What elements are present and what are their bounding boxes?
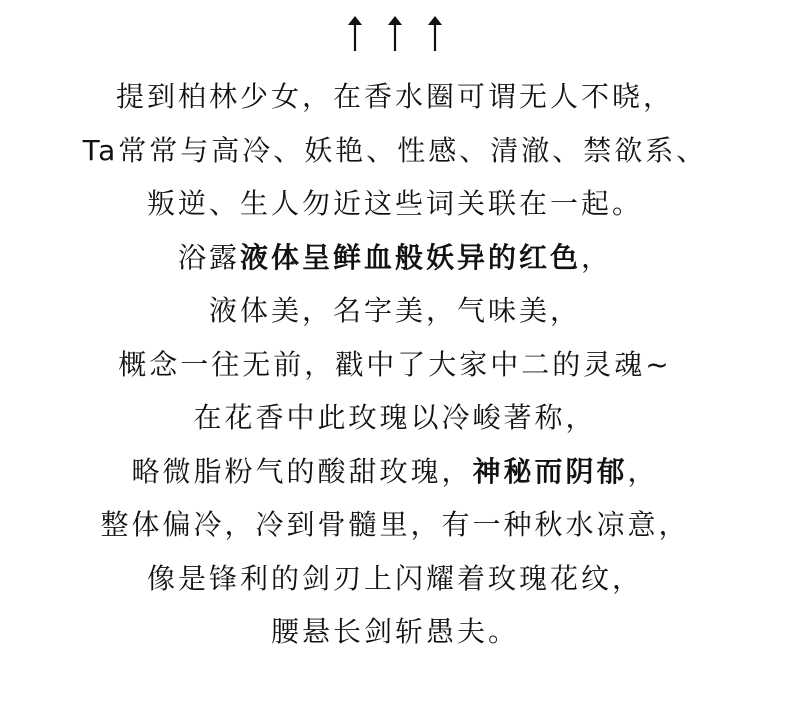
up-arrow-icon [386, 14, 404, 52]
text-line [0, 124, 790, 178]
bold-highlight: 液体呈鲜血般妖异的红色 [239, 240, 581, 274]
text-segment: 提到柏林少女，在香水圈可谓无人不晓， [115, 80, 674, 113]
text-segment: 叛逆、生人勿近这些词关联在一起。 [146, 187, 643, 220]
text-segment: 在花香中此玫瑰以冷峻著称， [193, 401, 597, 434]
text-line [0, 552, 790, 606]
text-segment: 概念一往无前，戳中了大家中二的灵魂~ [118, 347, 672, 381]
text-line [0, 338, 790, 392]
text-segment: ， [581, 240, 613, 274]
text-line [0, 177, 790, 231]
text-segment: 略微脂粉气的酸甜玫瑰， [131, 454, 473, 488]
text-line [0, 445, 790, 499]
text-line [0, 391, 790, 445]
text-segment: 像是锋利的剑刃上闪耀着玫瑰花纹， [146, 561, 643, 595]
text-line [0, 284, 790, 338]
text-segment: 腰悬长剑斩愚夫。 [270, 615, 519, 648]
text-segment: 浴露 [177, 240, 240, 274]
up-arrow-icon [426, 14, 444, 52]
text-line [0, 70, 790, 124]
text-segment: ， [627, 454, 659, 488]
text-line [0, 498, 790, 552]
text-segment: 液体美，名字美，气味美， [208, 294, 581, 327]
text-segment: 整体偏冷，冷到骨髓里，有一种秋水凉意， [100, 508, 690, 541]
text-line [0, 231, 790, 285]
text-line [0, 605, 790, 659]
up-arrow-icon [346, 14, 364, 52]
text-segment: Ta常常与高冷、妖艳、性感、清澈、禁欲系、 [82, 133, 708, 167]
body-text [0, 70, 790, 659]
arrow-row [0, 14, 790, 52]
bold-highlight: 神秘而阴郁 [472, 454, 628, 488]
